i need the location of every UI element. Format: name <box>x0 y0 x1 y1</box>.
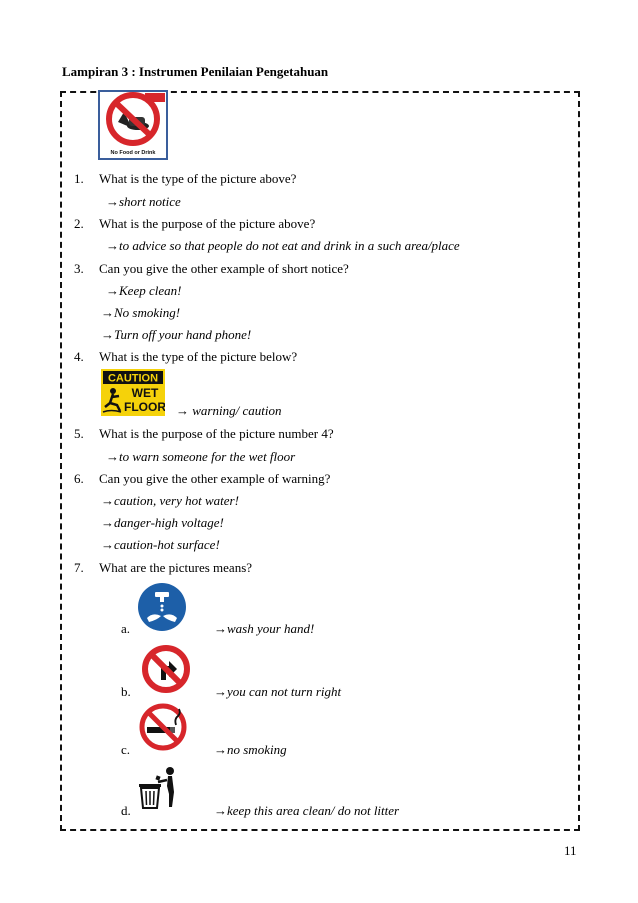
answer-1: →short notice <box>106 194 181 209</box>
answer-6-item: →caution, very hot water! <box>101 493 239 508</box>
answer-3-item: →Keep clean! <box>106 283 182 298</box>
litter-bin-icon <box>134 762 184 812</box>
question-text: What is the type of the picture above? <box>99 171 297 186</box>
question-number: 7. <box>74 560 84 575</box>
question-number: 3. <box>74 261 84 276</box>
no-food-or-drink-sign <box>98 90 168 160</box>
sub-item-answer: →you can not turn right <box>214 684 342 699</box>
answer-6-item: →caution-hot surface! <box>101 537 220 552</box>
answer-6-item: →danger-high voltage! <box>101 515 224 530</box>
wash-hands-icon <box>137 582 187 632</box>
sub-item-label: c. <box>121 742 131 757</box>
answer-3-item: →No smoking! <box>101 305 181 320</box>
question-number: 2. <box>74 216 84 231</box>
sub-item-answer: →keep this area clean/ do not litter <box>214 803 400 818</box>
no-smoking-icon <box>138 702 188 752</box>
question-text: Can you give the other example of short notice? <box>99 261 349 276</box>
question-text: What is the type of the picture below? <box>99 349 298 364</box>
floor-text: FLOOR <box>124 400 165 414</box>
sub-item-label: a. <box>121 621 131 636</box>
sub-item-label: b. <box>121 684 131 699</box>
caution-wet-floor-sign <box>101 369 165 416</box>
no-right-turn-icon <box>141 644 191 694</box>
sign-caption: No Food or Drink <box>110 150 156 156</box>
question-number: 4. <box>74 349 84 364</box>
caution-text: CAUTION <box>107 372 159 385</box>
answer-4: → warning/ caution <box>176 403 282 418</box>
question-number: 6. <box>74 471 84 486</box>
wet-text: WET <box>131 386 159 400</box>
sub-item-label: d. <box>121 803 131 818</box>
question-text: What is the purpose of the picture number 4? <box>99 426 334 441</box>
sub-item-answer: →no smoking <box>214 742 287 757</box>
answer-3-item: →Turn off your hand phone! <box>101 327 252 342</box>
page-title: Lampiran 3 : Instrumen Penilaian Pengetahuan <box>62 64 329 79</box>
question-number: 1. <box>74 171 84 186</box>
question-number: 5. <box>74 426 84 441</box>
answer-5: →to warn someone for the wet floor <box>106 449 296 464</box>
page-number: 11 <box>564 843 577 858</box>
question-text: What are the pictures means? <box>99 560 253 575</box>
answer-2: →to advice so that people do not eat and drink in a such area/place <box>106 238 460 253</box>
question-text: What is the purpose of the picture above? <box>99 216 316 231</box>
sub-item-answer: →wash your hand! <box>214 621 315 636</box>
question-text: Can you give the other example of warning? <box>99 471 331 486</box>
